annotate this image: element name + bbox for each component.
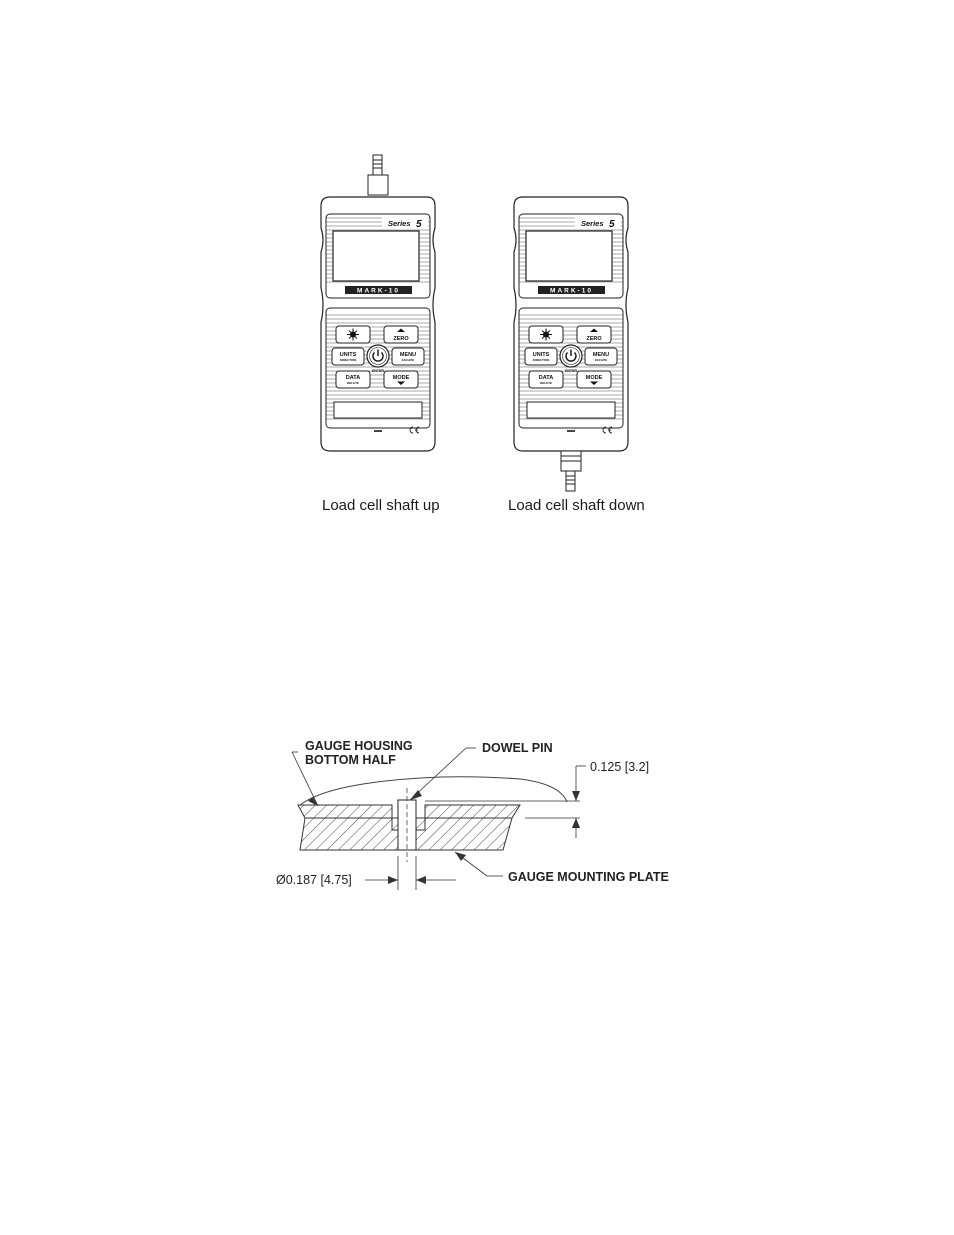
dowel-pin-label: DOWEL PIN [482, 741, 553, 755]
diameter-dimension: Ø0.187 [4.75] [276, 873, 352, 887]
gauge-caption-shaft-up: Load cell shaft up [322, 497, 440, 514]
svg-text:MODE: MODE [585, 375, 603, 381]
svg-text:5: 5 [416, 219, 422, 230]
svg-text:DATA: DATA [538, 375, 554, 381]
mounting-plate-label: GAUGE MOUNTING PLATE [508, 870, 669, 884]
depth-dimension: 0.125 [3.2] [590, 760, 650, 774]
svg-text:ESCAPE: ESCAPE [401, 358, 415, 362]
svg-text:UNITS: UNITS [532, 352, 550, 358]
svg-text:MARK-10: MARK-10 [357, 287, 400, 295]
svg-text:UNITS: UNITS [339, 352, 357, 358]
svg-text:Series: Series [388, 219, 411, 228]
svg-text:ZERO: ZERO [586, 336, 602, 342]
svg-text:DATA: DATA [345, 375, 361, 381]
svg-text:DELETE: DELETE [540, 381, 552, 385]
svg-text:ENTER: ENTER [372, 369, 384, 373]
svg-text:DELETE: DELETE [347, 381, 359, 385]
svg-text:Series: Series [581, 219, 604, 228]
svg-text:DIRECTION: DIRECTION [339, 358, 357, 362]
svg-text:ESCAPE: ESCAPE [594, 358, 608, 362]
svg-text:5: 5 [609, 219, 615, 230]
svg-text:ZERO: ZERO [393, 336, 409, 342]
svg-text:MARK-10: MARK-10 [550, 287, 593, 295]
gauge-caption-shaft-down: Load cell shaft down [508, 497, 645, 514]
svg-text:MENU: MENU [399, 352, 417, 358]
housing-label-line-1: GAUGE HOUSING [305, 739, 413, 753]
svg-text:ENTER: ENTER [565, 369, 577, 373]
svg-text:MENU: MENU [592, 352, 610, 358]
dowel-pin [398, 788, 416, 862]
housing-label-line-2: BOTTOM HALF [305, 753, 396, 767]
svg-text:MODE: MODE [392, 375, 410, 381]
svg-text:DIRECTION: DIRECTION [532, 358, 550, 362]
